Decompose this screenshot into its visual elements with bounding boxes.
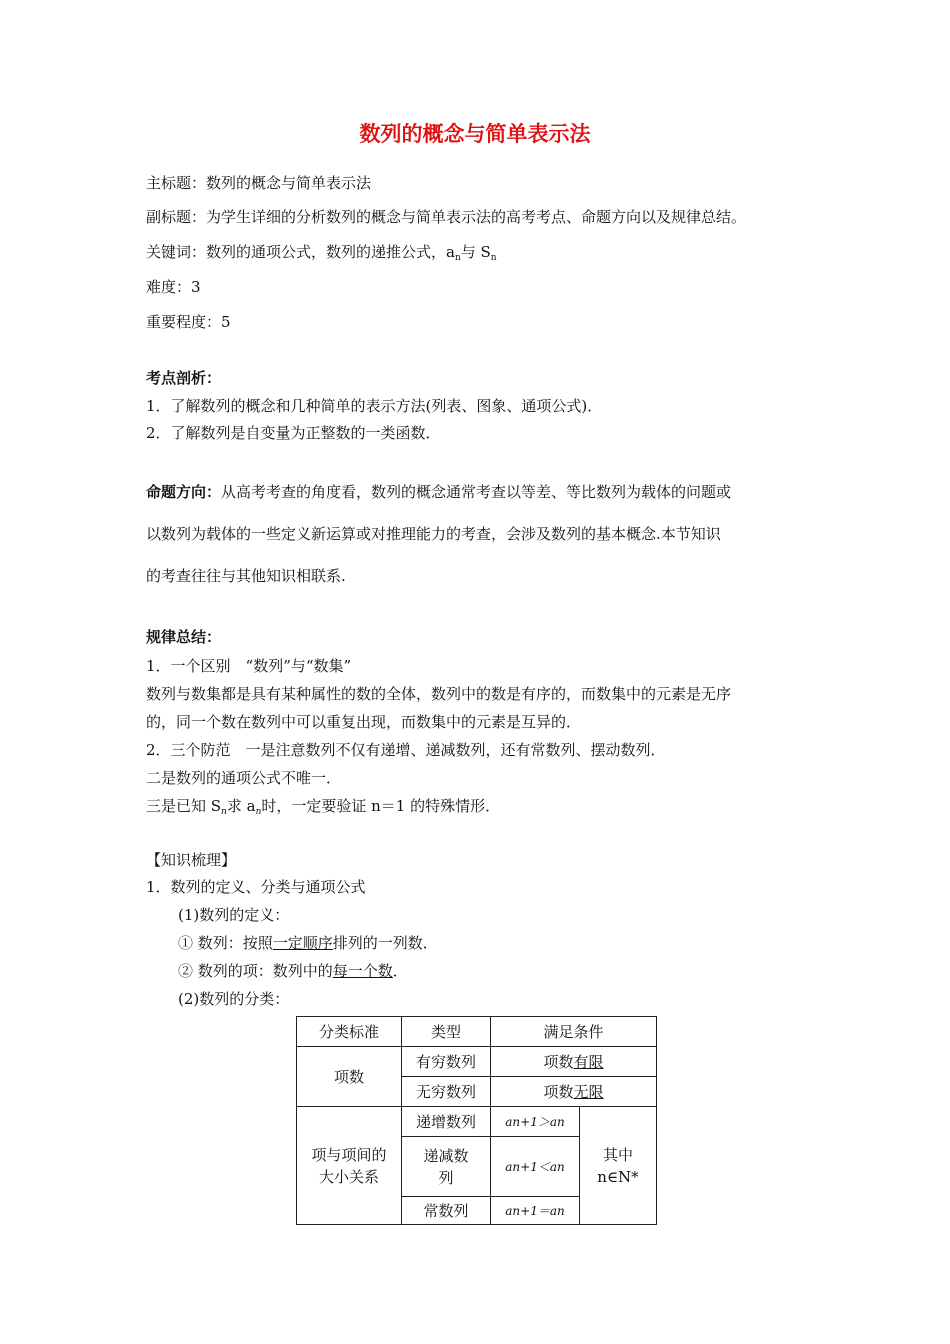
page-title: 数列的概念与简单表示法: [359, 122, 591, 146]
type-constant: 常数列: [402, 1197, 491, 1225]
difficulty-line: 难度：3: [146, 278, 201, 296]
analysis-heading: 考点剖析：: [146, 369, 222, 387]
classification-heading: (2)数列的分类：: [178, 990, 290, 1008]
type-decreasing: 递减数 列: [402, 1137, 491, 1197]
type-finite: 有穷数列: [402, 1047, 491, 1077]
rules-line-6: 三是已知 $S_n$求 $a_n$时，一定要验证 n＝1 的特殊情形．: [146, 797, 501, 817]
definition-term: ② 数列的项：数列中的每一个数．: [178, 962, 408, 980]
direction-line-1: 命题方向：从高考考查的角度看，数列的概念通常考查以等差、等比数列为载体的问题或: [146, 483, 732, 501]
main-title-line: 主标题：数列的概念与简单表示法: [146, 174, 372, 192]
cond-constant: an+1＝an: [491, 1197, 580, 1225]
type-infinite: 无穷数列: [402, 1077, 491, 1107]
analysis-item-2: 2．了解数列是自变量为正整数的一类函数．: [146, 424, 441, 442]
rules-heading: 规律总结：: [146, 628, 222, 646]
table-row: [297, 1047, 657, 1077]
rules-line-1: 1．一个区别 “数列”与“数集”: [146, 657, 352, 675]
table-row: [297, 1107, 657, 1137]
header-criterion: 分类标准: [297, 1017, 402, 1047]
rules-line-3: 的，同一个数在数列中可以重复出现，而数集中的元素是互异的．: [146, 713, 582, 731]
table-header-row: [297, 1017, 657, 1047]
group-count: 项数: [297, 1047, 402, 1107]
header-condition: 满足条件: [491, 1017, 657, 1047]
knowledge-item-1: 1．数列的定义、分类与通项公式: [146, 878, 366, 896]
rules-line-5: 二是数列的通项公式不唯一．: [146, 769, 342, 787]
header-type: 类型: [402, 1017, 491, 1047]
cond-finite: 项数有限: [491, 1047, 657, 1077]
cond-infinite: 项数无限: [491, 1077, 657, 1107]
index-note: 其中 n∈N*: [580, 1107, 657, 1225]
type-increasing: 递增数列: [402, 1107, 491, 1137]
direction-line-2: 以数列为载体的一些定义新运算或对推理能力的考查，会涉及数列的基本概念.本节知识: [146, 525, 721, 543]
rules-line-2: 数列与数集都是具有某种属性的数的全体，数列中的数是有序的，而数集中的元素是无序: [146, 685, 732, 703]
cond-decreasing: an+1＜an: [491, 1137, 580, 1197]
definition-sequence: ① 数列：按照一定顺序排列的一列数．: [178, 934, 438, 952]
classification-table: [296, 1016, 657, 1225]
subtitle-line: 副标题：为学生详细的分析数列的概念与简单表示法的高考考点、命题方向以及规律总结。: [146, 208, 747, 226]
analysis-item-1: 1．了解数列的概念和几种简单的表示方法(列表、图象、通项公式)．: [146, 397, 603, 415]
knowledge-heading: 【知识梳理】: [146, 851, 237, 869]
group-relation: 项与项间的 大小关系: [297, 1107, 402, 1225]
keywords-line: 关键词：数列的通项公式，数列的递推公式，$a_n$与 $S_n$: [146, 243, 497, 263]
cond-increasing: an+1＞an: [491, 1107, 580, 1137]
importance-line: 重要程度：5: [146, 313, 231, 331]
definition-heading: (1)数列的定义：: [178, 906, 290, 924]
rules-line-4: 2．三个防范 一是注意数列不仅有递增、递减数列，还有常数列、摆动数列．: [146, 741, 666, 759]
direction-line-3: 的考查往往与其他知识相联系.: [146, 567, 346, 585]
